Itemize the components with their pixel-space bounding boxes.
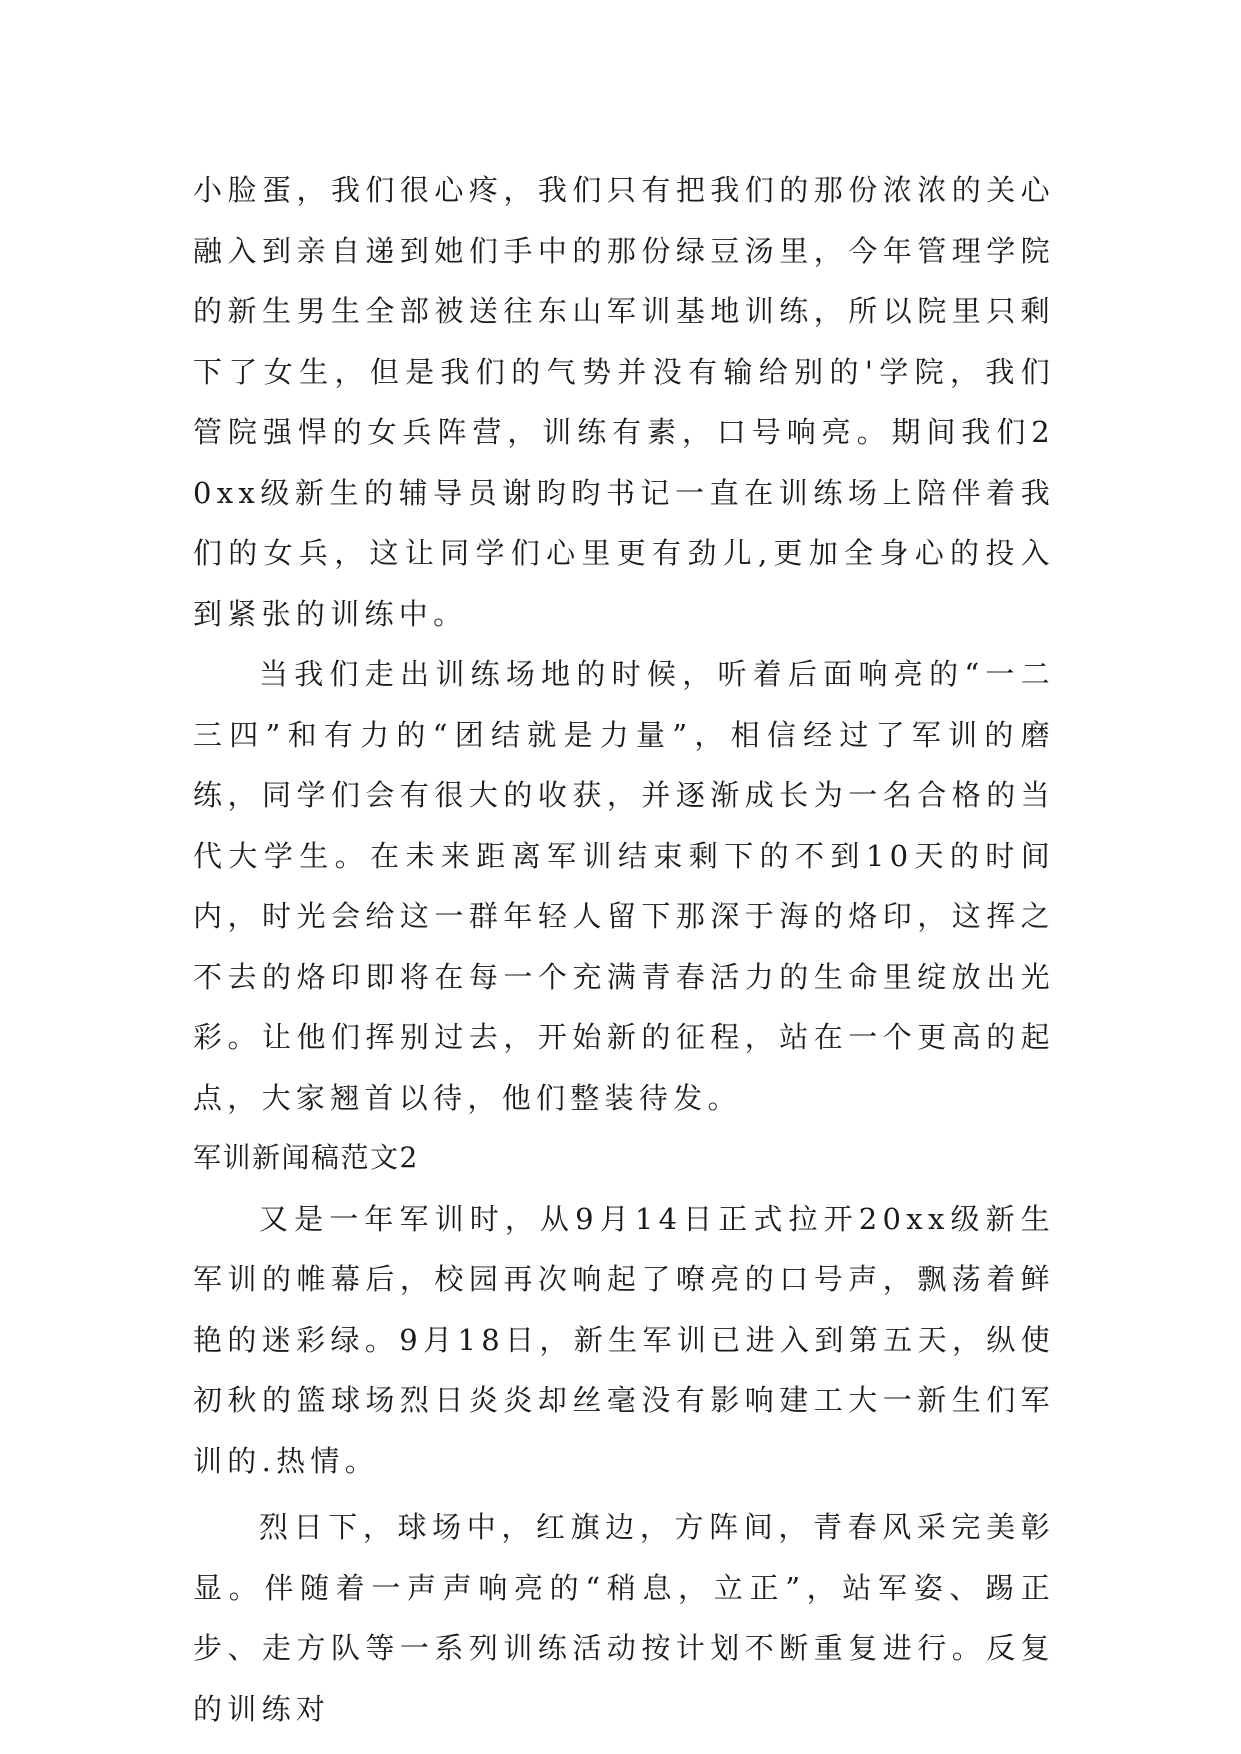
section-title: 军训新闻稿范文2 bbox=[193, 1141, 419, 1174]
paragraph-4: 烈日下，球场中，红旗边，方阵间，青春风采完美彰显。伴随着一声声响亮的“稍息，立正”，站军姿、踢正步、走方队等一系列训练活动按计划不断重复进行。反复的训练对 bbox=[193, 1510, 1055, 1726]
paragraph-2: 当我们走出训练场地的时候，听着后面响亮的“一二三四”和有力的“团结就是力量”，相信经过了军训的磨练，同学们会有很大的收获，并逐渐成长为一名合格的当代大学生。在未来距离军训结束剩下的不到10天的时间内，时光会给这一群年轻人留下那深于海的烙印，这挥之不去的烙印即将在每一个充满青春活力的生命里绽放出光彩。让他们挥别过去，开始新的征程，站在一个更高的起点，大家翘首以待，他们整装待发。 bbox=[193, 657, 1055, 1115]
paragraph-3: 又是一年军训时，从9月14日正式拉开20xx级新生军训的帷幕后，校园再次响起了嘹亮的口号声，飘荡着鲜艳的迷彩绿。9月18日，新生军训已进入到第五天，纵使初秋的篮球场烈日炎炎却丝毫没有影响建工大一新生们军训的.热情。 bbox=[193, 1201, 1055, 1478]
paragraph-1: 小脸蛋，我们很心疼，我们只有把我们的那份浓浓的关心融入到亲自递到她们手中的那份绿豆汤里，今年管理学院的新生男生全部被送往东山军训基地训练，所以院里只剩下了女生，但是我们的气势并没有输给别的'学院，我们管院强悍的女兵阵营，训练有素，口号响亮。期间我们20xx级新生的辅导员谢昀昀书记一直在训练场上陪伴着我们的女兵，这让同学们心里更有劲儿,更加全身心的投入到紧张的训练中。 bbox=[193, 173, 1055, 631]
document-body bbox=[193, 160, 1055, 1739]
